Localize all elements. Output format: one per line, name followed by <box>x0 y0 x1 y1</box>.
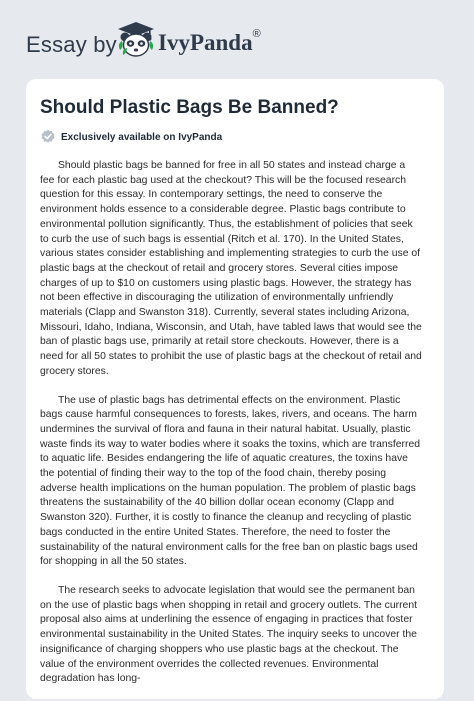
essay-card <box>26 79 444 699</box>
panda-graduate-icon[interactable] <box>116 20 156 60</box>
essay-paragraph-2: The use of plastic bags has detrimental effects on the environment. Plastic bags cause harmful consequences to forests, lakes, rivers, and oceans. The harm undermines the survival of flora and fauna in their natural habitat. Usually, plastic waste finds its way to water bodies where it soaks the toxins, which are transferred to aquatic life. Besides endangering the life of aquatic creatures, the toxins have the potential of finding their way to the top of the food chain, thereby posing adverse health implications on the human population. The problem of plastic bags threatens the sustainability of the 40 billion dollar ocean economy (Clapp and Swanston 320). Further, it is costly to finance the cleanup and recycling of plastic bags conducted in the entire United States. Therefore, the need to foster the sustainability of the natural environment calls for the free ban on plastic bags used for shopping in all the 50 states. <box>40 394 421 568</box>
site-header <box>0 0 474 80</box>
essay-paragraph-3: The research seeks to advocate legislation that would see the permanent ban on the use of plastic bags when shopping in retail and grocery outlets. The current proposal also aims at underlining the essence of engaging in practices that foster environmental sustainability in the United States. The inquiry seeks to uncover the insignificance of charging shoppers who use plastic bags at the checkout. The value of the environment overrides the collected revenues. Environmental degradation has long- <box>40 584 417 685</box>
essay-body <box>40 159 422 701</box>
brand-prefix: Essay by <box>26 32 117 57</box>
exclusive-badge <box>40 129 222 145</box>
trademark-mark: ® <box>252 28 261 40</box>
page-title: Should Plastic Bags Be Banned? <box>40 97 339 118</box>
brand-name-text: IvyPanda <box>158 30 253 55</box>
brand-name[interactable] <box>158 30 261 56</box>
essay-paragraph-1: Should plastic bags be banned for free in all 50 states and instead charge a fee for each plastic bag used at the checkout? This will be the focused research question for this essay. In contemporary settings, the need to conserve the environment holds essence to a considerable degree. Plastic bags contribute to environmental pollution significantly. Thus, the establishment of policies that seek to curb the use of such bags is essential (Ritch et al. 170). In the United States, various states consider establishing and implementing strategies to curb the use of plastic bags at the checkout of retail and grocery stores. Several cities impose charges of up to $10 on customers using plastic bags. However, the strategy has not been effective in discouraging the utilization of environmentally unfriendly materials (Clapp and Swanston 318). Currently, several states including Arizona, Missouri, Idaho, Indiana, Wisconsin, and Utah, have tabled laws that would see the ban of plastic bags use, primarily at retail store checkouts. However, there is a need for all 50 states to prohibit the use of plastic bags at the checkout of retail and grocery stores. <box>40 160 422 377</box>
verified-check-icon <box>40 129 56 145</box>
badge-text: Exclusively available on IvyPanda <box>61 131 223 143</box>
